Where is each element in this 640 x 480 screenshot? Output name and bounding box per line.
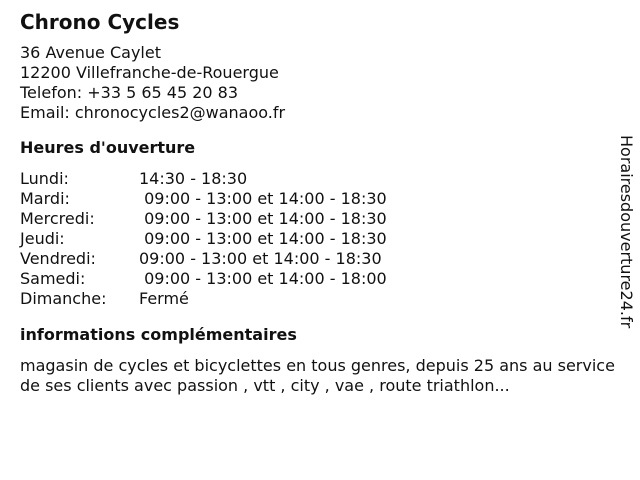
address-block [20, 43, 610, 123]
info-title: informations complémentaires [20, 325, 297, 344]
hours-time: 09:00 - 13:00 et 14:00 - 18:30 [139, 229, 387, 248]
site-watermark: Horairesdouverture24.fr [617, 135, 636, 329]
hours-title: Heures d'ouverture [20, 138, 196, 157]
hours-day: Dimanche: [20, 289, 107, 308]
hours-time: 09:00 - 13:00 et 14:00 - 18:30 [139, 249, 382, 268]
hours-time: 09:00 - 13:00 et 14:00 - 18:30 [139, 209, 387, 228]
hours-row-monday [20, 169, 610, 189]
hours-time: 09:00 - 13:00 et 14:00 - 18:00 [139, 269, 387, 288]
hours-time: 09:00 - 13:00 et 14:00 - 18:30 [139, 189, 387, 208]
hours-day: Jeudi: [20, 229, 65, 248]
hours-row-sunday [20, 289, 610, 309]
hours-day: Mercredi: [20, 209, 95, 228]
hours-row-saturday [20, 269, 610, 289]
address-street: 36 Avenue Caylet [20, 43, 161, 62]
email-address[interactable]: Email: chronocycles2@wanaoo.fr [20, 103, 286, 122]
hours-day: Samedi: [20, 269, 86, 288]
phone-number[interactable]: Telefon: +33 5 65 45 20 83 [20, 83, 239, 102]
info-description: magasin de cycles et bicyclettes en tous genres, depuis 25 ans au service de ses clients avec passion , vtt , city , vae , route triathlon... [20, 356, 615, 395]
hours-row-wednesday [20, 209, 610, 229]
hours-time: 14:30 - 18:30 [139, 169, 248, 188]
shop-name: Chrono Cycles [20, 10, 180, 34]
hours-row-friday [20, 249, 610, 269]
hours-day: Lundi: [20, 169, 69, 188]
hours-day: Vendredi: [20, 249, 96, 268]
hours-row-thursday [20, 229, 610, 249]
hours-day: Mardi: [20, 189, 70, 208]
hours-table [20, 169, 610, 309]
shop-card [20, 10, 615, 396]
hours-time: Fermé [139, 289, 189, 308]
hours-row-tuesday [20, 189, 610, 209]
address-city: 12200 Villefranche-de-Rouergue [20, 63, 279, 82]
